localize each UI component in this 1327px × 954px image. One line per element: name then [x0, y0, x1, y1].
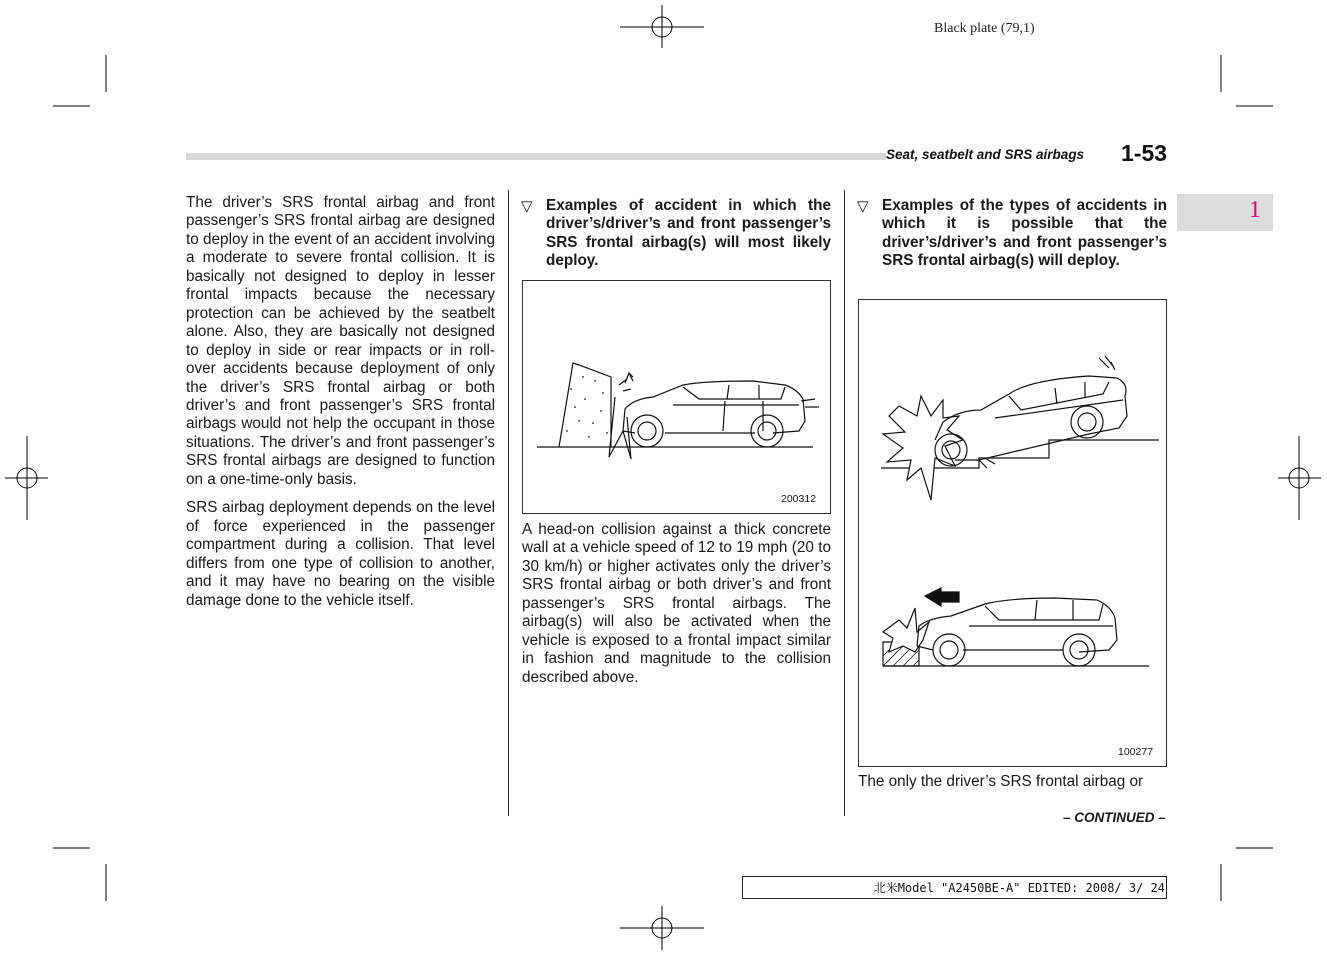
column-1: [186, 194, 495, 610]
triangle-marker-icon: ▽: [521, 198, 533, 215]
col2-body: A head-on collision against a thick concrete wall at a vehicle speed of 12 to 19 mph (20 to 30 km/h) or higher activates only the driver’s SRS frontal airbag or both driver’s and front passenger’s SRS frontal airbags. The airbag(s) will also be activated when the vehicle is exposed to a frontal impact similar in fashion and magnitude to the collision described above.: [522, 521, 831, 686]
col3-body: The only the driver’s SRS frontal airbag or: [858, 773, 1144, 790]
triangle-marker-icon: ▽: [857, 198, 869, 215]
tilted-car: [935, 376, 1127, 460]
header-bar: [186, 153, 886, 160]
chapter-tab-number: 1: [1249, 197, 1261, 223]
accident-types-illustration: [859, 300, 1166, 766]
wall-collision-illustration: [523, 281, 830, 513]
continued-label: – CONTINUED –: [1063, 810, 1166, 825]
front-wheel: [631, 415, 663, 447]
figure-id-200312: 200312: [781, 493, 817, 505]
body-paragraph-2: SRS airbag deployment depends on the level of force experienced in the passenger compartment during a collision. That level differs from one type of collision to another, and it may have no bearing on the visible damage done to the vehicle itself.: [186, 499, 495, 609]
rear-wheel: [751, 415, 783, 447]
plate-label: Black plate (79,1): [934, 21, 1035, 36]
col3-heading-text: Examples of the types of accidents in which it is possible that the driver’s/driver’s and front passenger’s SRS frontal airbag(s) will deploy.: [882, 197, 1167, 270]
figure-accident-types: [858, 299, 1167, 767]
impact-starburst: [883, 396, 963, 500]
section-title: Seat, seatbelt and SRS airbags: [886, 147, 1085, 162]
col3-heading: [858, 197, 1167, 271]
footer-text: 北米Model "A2450BE-A" EDITED: 2008/ 3/ 24: [873, 881, 1165, 895]
column-divider-1: [508, 190, 509, 816]
body-paragraph-1: The driver’s SRS frontal airbag and front passenger’s SRS frontal airbag are designed to deploy in the event of an accident involving a moderate to severe frontal collision. It is basically not designed to deploy in lesser frontal impacts because the necessary protection can be achieved by the seatbelt alone. Also, they are basically not designed to deploy in side or rear impacts or in roll-over accidents because deployment of only the driver’s SRS frontal airbag or both driver’s and front passenger’s SRS frontal airbags would not help the occupant in those situations. The driver’s and front passenger’s SRS frontal airbags are designed to function on a one-time-only basis.: [186, 194, 495, 488]
figure-wall-collision: [522, 280, 831, 514]
column-divider-2: [844, 190, 845, 816]
lower-car: [917, 598, 1117, 652]
figure-id-100277: 100277: [1118, 746, 1154, 758]
col2-heading-text: Examples of accident in which the driver’s/driver’s and front passenger’s SRS frontal airbag(s) will most likely deploy.: [546, 197, 831, 270]
page-number: 1-53: [1121, 140, 1168, 166]
direction-arrow-icon: [925, 588, 959, 606]
lower-starburst: [883, 608, 929, 652]
col2-heading: [522, 197, 831, 271]
car-body: [623, 381, 805, 433]
concrete-wall: [559, 363, 611, 447]
